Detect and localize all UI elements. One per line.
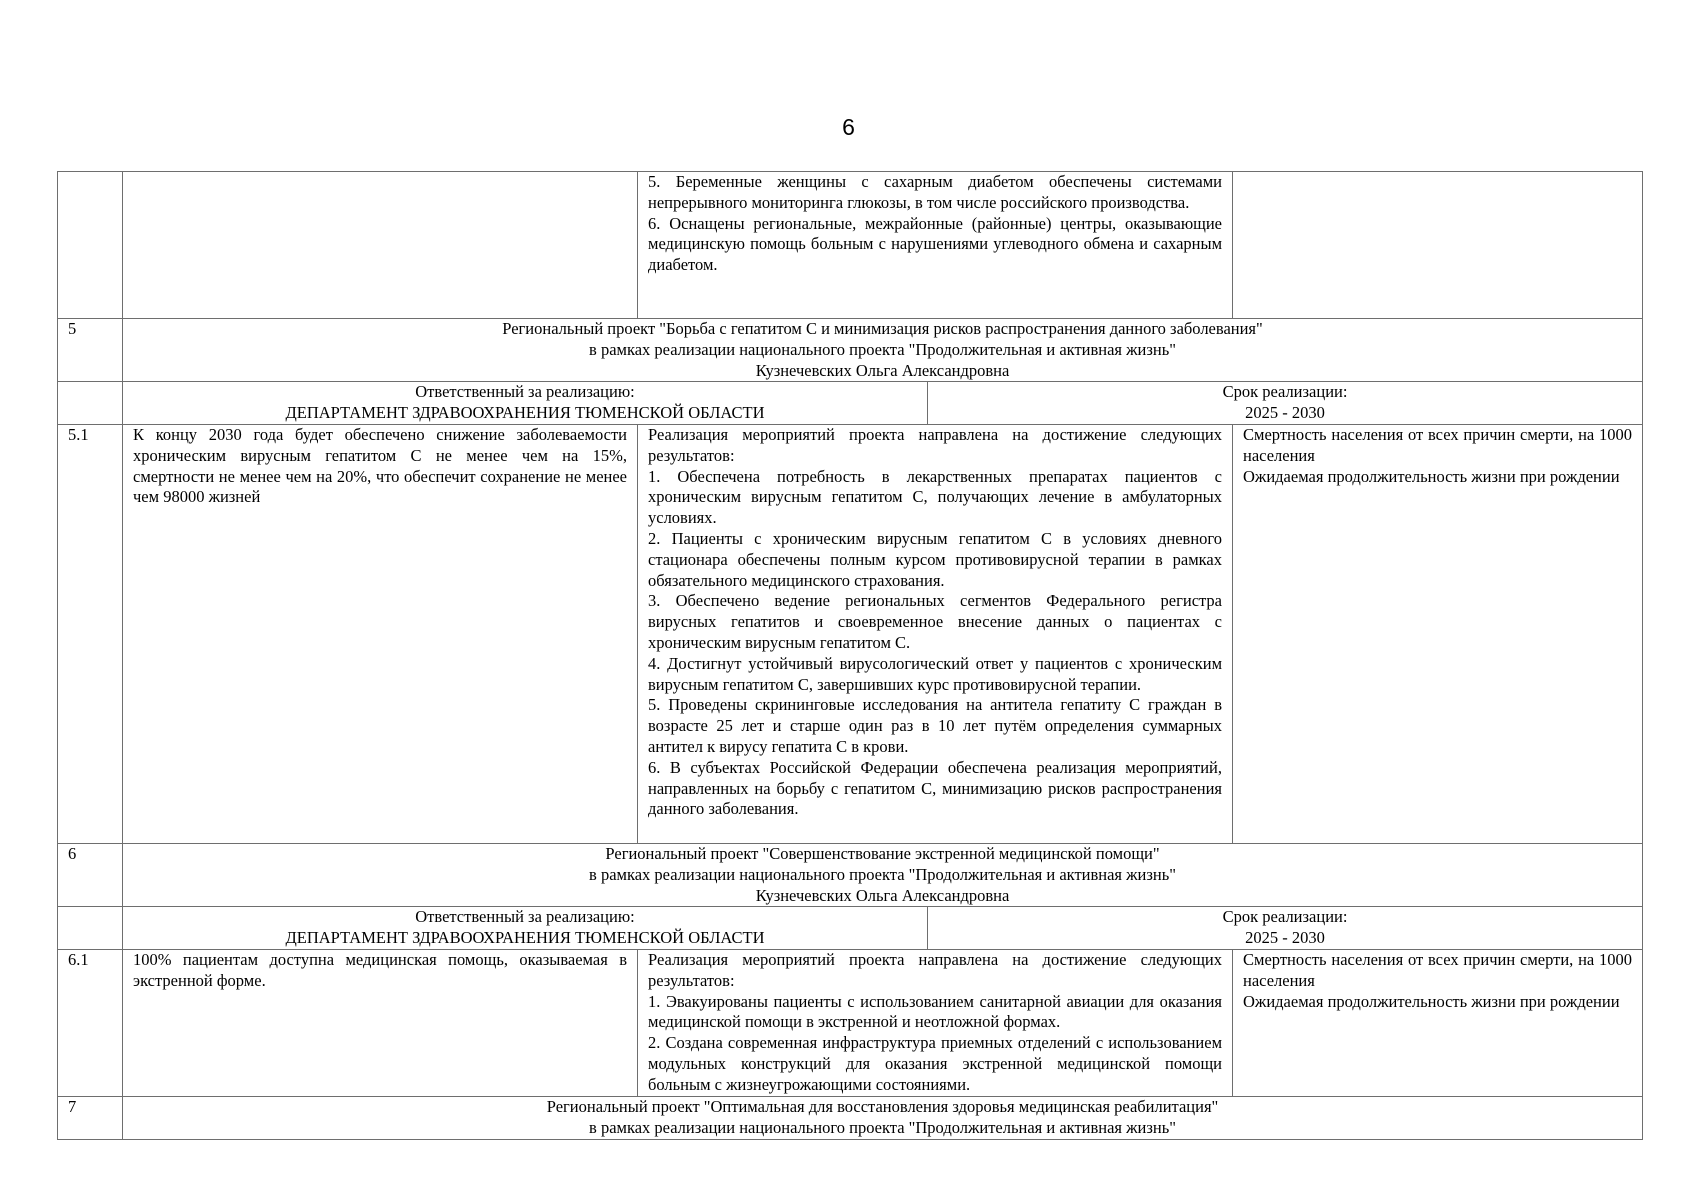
result-item: 4. Достигнут устойчивый вирусологический ответ у пациентов с хроническим вирусным гепатитом С, завершивших курс противовирусной терапии.	[648, 653, 1223, 694]
result-item: 6. В субъектах Российской Федерации обеспечена реализация мероприятий, направленных на борьбу с гепатитом С, минимизацию рисков распространения данного заболевания.	[648, 757, 1223, 819]
project-title	[123, 319, 1643, 382]
indicator-item: Смертность населения от всех причин смерти, на 1000 населения	[1243, 424, 1633, 465]
term-label: Срок реализации:	[1222, 382, 1348, 402]
project-header-row	[58, 319, 1643, 382]
empty-cell	[58, 907, 123, 950]
project-title	[123, 1096, 1643, 1139]
task-indicators	[1233, 949, 1643, 1096]
indicator-item: Смертность населения от всех причин смерти, на 1000 населения	[1243, 949, 1633, 990]
responsible-row	[58, 907, 1643, 950]
project-title-line: Региональный проект "Борьба с гепатитом С и минимизация рисков распространения данного заболевания"	[502, 319, 1263, 338]
result-item: 5. Проведены скрининговые исследования на антитела гепатиту С граждан в возрасте 25 лет и старше один раз в 10 лет путём определения суммарных антител к вирусу гепатита С в крови.	[648, 695, 1223, 756]
responsible-label: Ответственный за реализацию:	[415, 907, 635, 927]
result-item: Реализация мероприятий проекта направлена на достижение следующих результатов:	[648, 949, 1223, 990]
project-number: 5	[58, 319, 123, 382]
page-number: 6	[842, 114, 855, 140]
task-results	[638, 949, 1233, 1096]
responsible-value: ДЕПАРТАМЕНТ ЗДРАВООХРАНЕНИЯ ТЮМЕНСКОЙ ОБЛАСТИ	[285, 928, 765, 948]
indicator-item: Ожидаемая продолжительность жизни при рождении	[1243, 466, 1620, 486]
goal-cell	[123, 172, 638, 319]
responsible-cell	[123, 907, 928, 950]
responsible-value: ДЕПАРТАМЕНТ ЗДРАВООХРАНЕНИЯ ТЮМЕНСКОЙ ОБЛАСТИ	[285, 403, 765, 423]
result-item: 6. Оснащены региональные, межрайонные (районные) центры, оказывающие медицинскую помощь больным с нарушениями углеводного обмена и сахарным диабетом.	[648, 213, 1223, 275]
results-cell	[638, 172, 1233, 319]
task-goal: 100% пациентам доступна медицинская помощь, оказываемая в экстренной форме.	[123, 949, 638, 1096]
term-value: 2025 - 2030	[1245, 403, 1325, 423]
project-title-line: Региональный проект "Совершенствование экстренной медицинской помощи"	[605, 843, 1160, 863]
task-row	[58, 949, 1643, 1096]
project-subtitle-line: в рамках реализации национального проекта "Продолжительная и активная жизнь"	[589, 339, 1176, 359]
projects-table	[57, 171, 1643, 1140]
project-curator-line: Кузнечевских Ольга Александровна	[755, 885, 1010, 905]
result-item: 3. Обеспечено ведение региональных сегментов Федерального регистра вирусных гепатитов и своевременное внесение данных о пациентах с хроническим вирусным гепатитом С.	[648, 591, 1223, 652]
project-subtitle-line: в рамках реализации национального проекта "Продолжительная и активная жизнь"	[589, 1117, 1176, 1137]
result-item: Реализация мероприятий проекта направлена на достижение следующих результатов:	[648, 424, 1223, 465]
result-item: 2. Пациенты с хроническим вирусным гепатитом С в условиях дневного стационара обеспечены полным курсом противовирусной терапии в рамках обязательного медицинского страхования.	[648, 528, 1223, 590]
result-item: 1. Эвакуированы пациенты с использованием санитарной авиации для оказания медицинской помощи в экстренной и неотложной формах.	[648, 991, 1223, 1032]
task-number: 5.1	[58, 424, 123, 843]
term-cell	[928, 907, 1643, 950]
term-value: 2025 - 2030	[1245, 928, 1325, 948]
project-number: 6	[58, 843, 123, 906]
project-number: 7	[58, 1096, 123, 1139]
result-item: 2. Создана современная инфраструктура приемных отделений с использованием модульных конструкций для оказания экстренной медицинской помощи больным с жизнеугрожающими состояниями.	[648, 1033, 1223, 1094]
indicators-cell	[1233, 172, 1643, 319]
project-header-row	[58, 843, 1643, 906]
project-title-line: Региональный проект "Оптимальная для восстановления здоровья медицинская реабилитация"	[546, 1096, 1219, 1116]
project-curator-line: Кузнечевских Ольга Александровна	[755, 360, 1010, 380]
indicator-item: Ожидаемая продолжительность жизни при рождении	[1243, 991, 1620, 1011]
responsible-row	[58, 382, 1643, 425]
num-cell	[58, 172, 123, 319]
empty-cell	[58, 382, 123, 425]
continuation-row	[58, 172, 1643, 319]
result-item: 1. Обеспечена потребность в лекарственных препаратах пациентов с хроническим вирусным гепатитом С, получающих лечение в амбулаторных условиях.	[648, 466, 1223, 528]
task-number: 6.1	[58, 949, 123, 1096]
responsible-cell	[123, 382, 928, 425]
task-indicators	[1233, 424, 1643, 843]
task-results	[638, 424, 1233, 843]
responsible-label: Ответственный за реализацию:	[415, 382, 635, 402]
task-row	[58, 424, 1643, 843]
project-header-row	[58, 1096, 1643, 1139]
term-cell	[928, 382, 1643, 425]
term-label: Срок реализации:	[1222, 907, 1348, 927]
project-subtitle-line: в рамках реализации национального проекта "Продолжительная и активная жизнь"	[589, 864, 1176, 884]
task-goal: К концу 2030 года будет обеспечено снижение заболеваемости хроническим вирусным гепатитом С не менее чем на 15%, смертности не менее чем на 20%, что обеспечит сохранение не менее чем 98000 жизней	[123, 424, 638, 843]
project-title	[123, 843, 1643, 906]
result-item: 5. Беременные женщины с сахарным диабетом обеспечены системами непрерывного мониторинга глюкозы, в том числе российского производства.	[648, 172, 1223, 212]
